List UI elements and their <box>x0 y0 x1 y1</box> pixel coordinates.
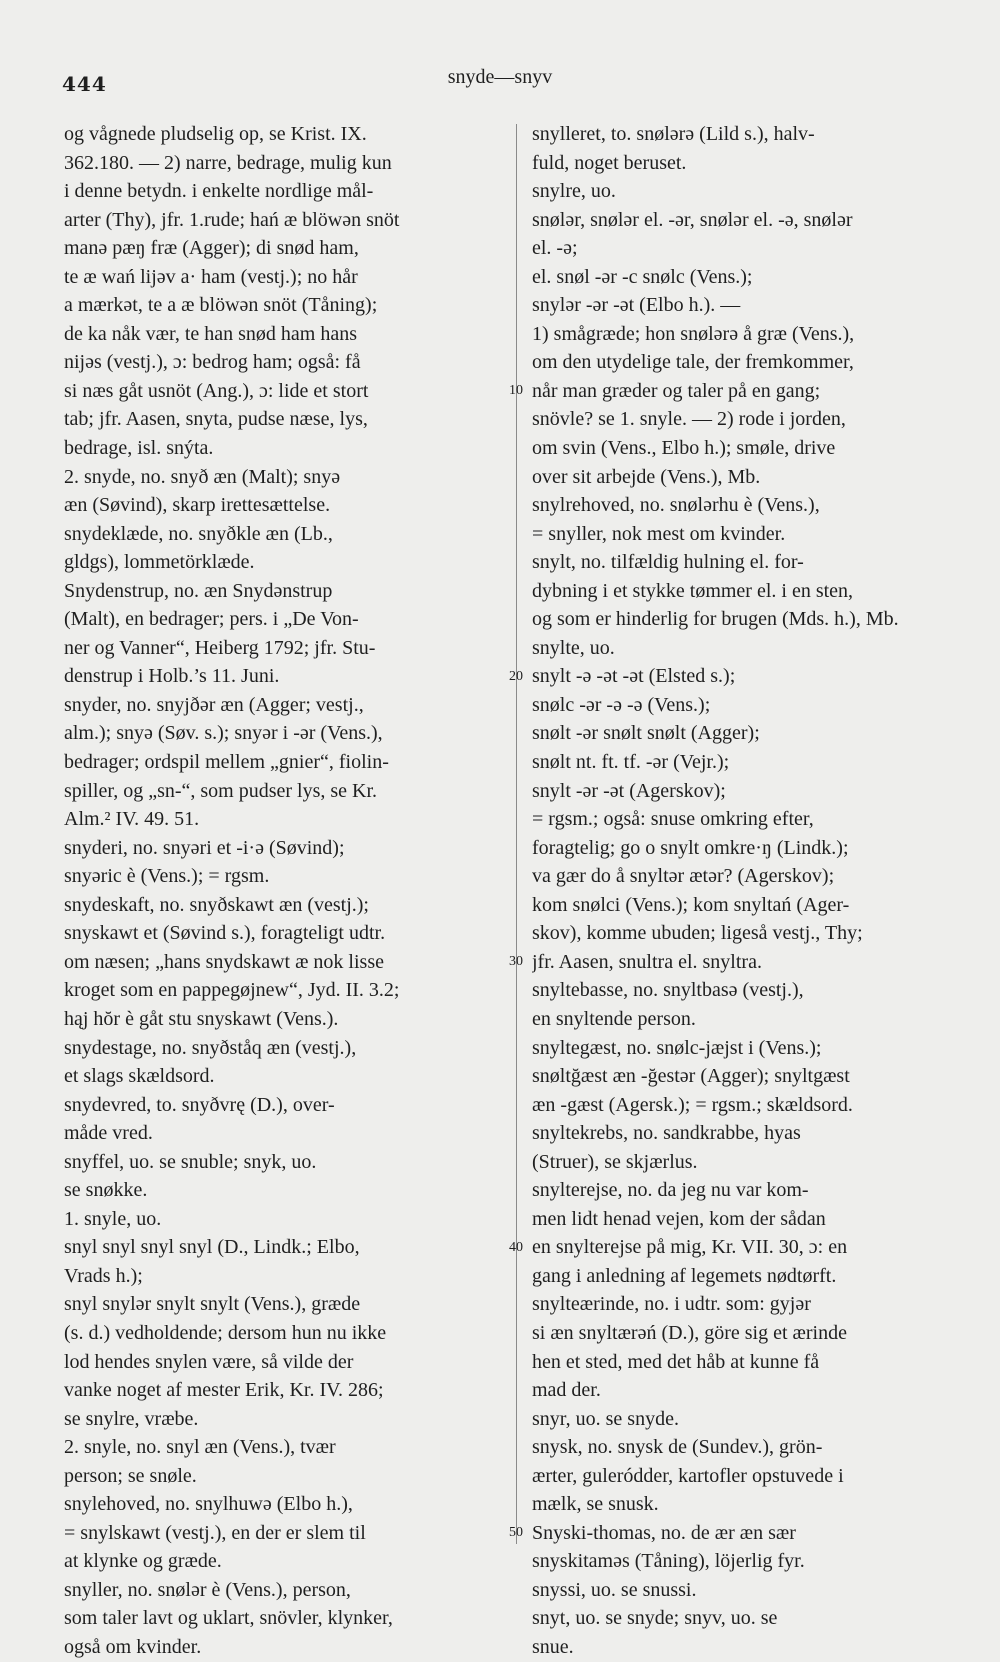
text-line: snølt -ər snølt snølt (Agger); <box>532 722 760 745</box>
text-line: nijəs (vestj.), ɔ: bedrog ham; også: få <box>64 351 361 374</box>
text-line: mælk, se snusk. <box>532 1493 659 1516</box>
text-line: 2. snyde, no. snyð æn (Malt); snyə <box>64 465 341 488</box>
text-line: fuld, noget beruset. <box>532 151 687 174</box>
text-line: snylər -ər -ət (Elbo h.). — <box>532 294 741 317</box>
text-line: Vrads h.); <box>64 1264 143 1287</box>
text-line: arter (Thy), jfr. 1.rude; hań æ blöwən snöt <box>64 208 400 231</box>
text-line: a mærkət, te a æ blöwən snöt (Tåning); <box>64 294 378 317</box>
text-line: snyderi, no. snyəri et -i·ə (Søvind); <box>64 836 345 859</box>
margin-line-number: 50 <box>509 1525 523 1540</box>
text-line: va gær do å snyltər ætər? (Agerskov); <box>532 865 835 888</box>
text-line: snydeklæde, no. snyðkle æn (Lb., <box>64 522 333 545</box>
text-line: (Malt), en bedrager; pers. i „De Von- <box>64 608 359 631</box>
text-line: denstrup i Holb.’s 11. Juni. <box>64 665 280 688</box>
text-line: (s. d.) vedholdende; dersom hun nu ikke <box>64 1321 387 1344</box>
text-line: en snylterejse på mig, Kr. VII. 30, ɔ: en <box>532 1236 848 1259</box>
text-line: = snylskawt (vestj.), en der er slem til <box>64 1521 366 1544</box>
text-line: men lidt henad vejen, kom der sådan <box>532 1207 826 1230</box>
text-line: lod hendes snylen være, så vilde der <box>64 1350 354 1373</box>
text-line: bedrager; ordspil mellem „gnier“, fiolin- <box>64 751 389 774</box>
text-line: ærter, guleródder, kartofler opstuvede i <box>532 1464 844 1487</box>
text-line: også om kvinder. <box>64 1635 202 1658</box>
text-line: snyt, uo. se snyde; snyv, uo. se <box>532 1607 778 1630</box>
text-line: om svin (Vens., Elbo h.); smøle, drive <box>532 437 836 460</box>
text-line: snølc -ər -ə -ə (Vens.); <box>532 693 711 716</box>
text-line: snyr, uo. se snyde. <box>532 1407 679 1430</box>
text-line: snyller, no. snølər è (Vens.), person, <box>64 1578 351 1601</box>
text-line: snøltğæst æn -ğestər (Agger); snyltgæst <box>532 1065 850 1088</box>
text-line: snylte, uo. <box>532 636 615 659</box>
text-line: om den utydelige tale, der fremkommer, <box>532 351 854 374</box>
text-line: når man græder og taler på en gang; <box>532 379 821 402</box>
text-line: og som er hinderlig for brugen (Mds. h.), Mb. <box>532 608 899 631</box>
text-line: måde vred. <box>64 1122 153 1145</box>
text-line: spiller, og „sn-“, som pudser lys, se Kr. <box>64 779 378 802</box>
text-line: se snylre, vræbe. <box>64 1407 199 1430</box>
text-line: snyskawt et (Søvind s.), foragteligt udtr. <box>64 922 386 945</box>
page-number: 444 <box>62 72 107 96</box>
text-line: dybning i et stykke tømmer el. i en sten, <box>532 579 854 602</box>
text-line: snydestage, no. snyðståq æn (vestj.), <box>64 1036 357 1059</box>
text-line: vanke noget af mester Erik, Kr. IV. 286; <box>64 1379 384 1402</box>
text-line: gang i anledning af legemets nødtørft. <box>532 1264 837 1287</box>
text-line: æn -gæst (Agersk.); = rgsm.; skældsord. <box>532 1093 853 1116</box>
text-line: snylt, no. tilfældig hulning el. for- <box>532 551 804 574</box>
text-line: de ka nåk vær, te han snød ham hans <box>64 322 358 345</box>
text-line: snysk, no. snysk de (Sundev.), grön- <box>532 1436 823 1459</box>
text-line: snövle? se 1. snyle. — 2) rode i jorden, <box>532 408 846 431</box>
text-line: bedrage, isl. snýta. <box>64 437 214 460</box>
text-line: skov), komme ubuden; ligeså vestj., Thy; <box>532 922 863 945</box>
margin-line-number: 20 <box>509 668 523 684</box>
text-line: (Struer), se skjærlus. <box>532 1150 698 1173</box>
text-line: om næsen; „hans snydskawt æ nok lisse <box>64 950 384 973</box>
text-line: 2. snyle, no. snyl æn (Vens.), tvær <box>64 1436 336 1459</box>
margin-line-number: 10 <box>509 383 523 398</box>
text-line: gldgs), lommetörklæde. <box>64 551 255 574</box>
text-line: snyffel, uo. se snuble; snyk, uo. <box>64 1150 317 1173</box>
text-line: si næs gåt usnöt (Ang.), ɔ: lide et stort <box>64 379 369 402</box>
text-line: se snøkke. <box>64 1179 148 1202</box>
text-line: kroget som en pappegøjnew“, Jyd. II. 3.2; <box>64 979 400 1002</box>
text-line: snydevred, to. snyðvrę (D.), over- <box>64 1093 335 1116</box>
text-line: snylterejse, no. da jeg nu var kom- <box>532 1179 809 1202</box>
text-line: el. snøl -ər -c snølc (Vens.); <box>532 265 753 288</box>
text-line: snylteærinde, no. i udtr. som: gyjər <box>532 1293 811 1316</box>
text-line: snølər, snølər el. -ər, snølər el. -ə, snølər <box>532 208 853 231</box>
text-line: 362.180. — 2) narre, bedrage, mulig kun <box>64 151 392 174</box>
text-line: Snyski-thomas, no. de ær æn sær <box>532 1521 796 1544</box>
text-line: hen et sted, med det håb at kunne få <box>532 1350 820 1373</box>
text-line: snylre, uo. <box>532 180 616 203</box>
text-line: i denne betydn. i enkelte nordlige mål- <box>64 180 374 203</box>
text-line: som taler lavt og uklart, snövler, klynker, <box>64 1607 393 1630</box>
text-line: Alm.² IV. 49. 51. <box>64 808 200 831</box>
text-line: = snyller, nok mest om kvinder. <box>532 522 786 545</box>
text-line: snylt -ə -ət -ət (Elsted s.); <box>532 665 736 688</box>
text-line: 1. snyle, uo. <box>64 1207 162 1230</box>
running-head: snyde—snyv <box>447 66 553 88</box>
text-line: alm.); snyə (Søv. s.); snyər i -ər (Vens.), <box>64 722 383 745</box>
text-line: 1) smågræde; hon snølərə å græ (Vens.), <box>532 322 855 345</box>
text-line: snue. <box>532 1635 574 1658</box>
text-line: snylt -ər -ət (Agerskov); <box>532 779 726 802</box>
text-line: ner og Vanner“, Heiberg 1792; jfr. Stu- <box>64 636 376 659</box>
text-line: snyl snyl snyl snyl (D., Lindk.; Elbo, <box>64 1236 360 1259</box>
text-line: et slags skældsord. <box>64 1065 215 1088</box>
text-line: at klynke og græde. <box>64 1550 222 1573</box>
text-line: snyssi, uo. se snussi. <box>532 1578 697 1601</box>
right-column <box>532 120 964 1662</box>
text-line: og vågnede pludselig op, se Krist. IX. <box>64 123 367 145</box>
text-line: snyl snylər snylt snylt (Vens.), græde <box>64 1293 361 1316</box>
text-line: over sit arbejde (Vens.), Mb. <box>532 465 761 488</box>
margin-line-number: 30 <box>509 954 523 969</box>
text-line: en snyltende person. <box>532 1007 696 1030</box>
text-line: snyltegæst, no. snølc-jæjst i (Vens.); <box>532 1036 822 1059</box>
text-line: si æn snyltærəń (D.), göre sig et ærinde <box>532 1321 847 1344</box>
text-line: snyəric è (Vens.); = rgsm. <box>64 865 270 888</box>
text-line: jfr. Aasen, snultra el. snyltra. <box>532 950 762 973</box>
text-line: manə pæŋ fræ (Agger); di snød ham, <box>64 237 359 260</box>
text-line: snydeskaft, no. snyðskawt æn (vestj.); <box>64 893 369 916</box>
text-line: snølt nt. ft. tf. -ər (Vejr.); <box>532 751 730 774</box>
text-line: snylleret, to. snølərə (Lild s.), halv- <box>532 123 815 145</box>
text-line: mad der. <box>532 1379 601 1402</box>
text-line: snyltebasse, no. snyltbasə (vestj.), <box>532 979 804 1002</box>
text-line: snyltekrebs, no. sandkrabbe, hyas <box>532 1122 801 1145</box>
text-line: snylrehoved, no. snølərhu è (Vens.), <box>532 494 820 517</box>
text-line: el. -ə; <box>532 237 578 260</box>
text-line: Snydenstrup, no. æn Snydənstrup <box>64 579 333 602</box>
text-line: foragtelig; go o snylt omkre·ŋ (Lindk.); <box>532 836 849 859</box>
text-line: te æ wań lijəv a· ham (vestj.); no hår <box>64 265 358 288</box>
margin-line-number: 40 <box>509 1239 523 1255</box>
text-line: = rgsm.; også: snuse omkring efter, <box>532 808 814 831</box>
text-line: snyder, no. snyjðər æn (Agger; vestj., <box>64 693 364 716</box>
text-line: kom snølci (Vens.); kom snyltań (Ager- <box>532 893 850 916</box>
left-column <box>64 120 500 1662</box>
text-line: snylehoved, no. snylhuwə (Elbo h.), <box>64 1493 353 1516</box>
text-line: tab; jfr. Aasen, snyta, pudse næse, lys, <box>64 408 368 431</box>
text-line: æn (Søvind), skarp irettesættelse. <box>64 494 331 517</box>
column-divider <box>516 124 517 1544</box>
text-line: snyskitaməs (Tåning), löjerlig fyr. <box>532 1550 805 1573</box>
text-line: person; se snøle. <box>64 1464 197 1487</box>
text-line: hąj hŏr è gåt stu snyskawt (Vens.). <box>64 1007 339 1030</box>
